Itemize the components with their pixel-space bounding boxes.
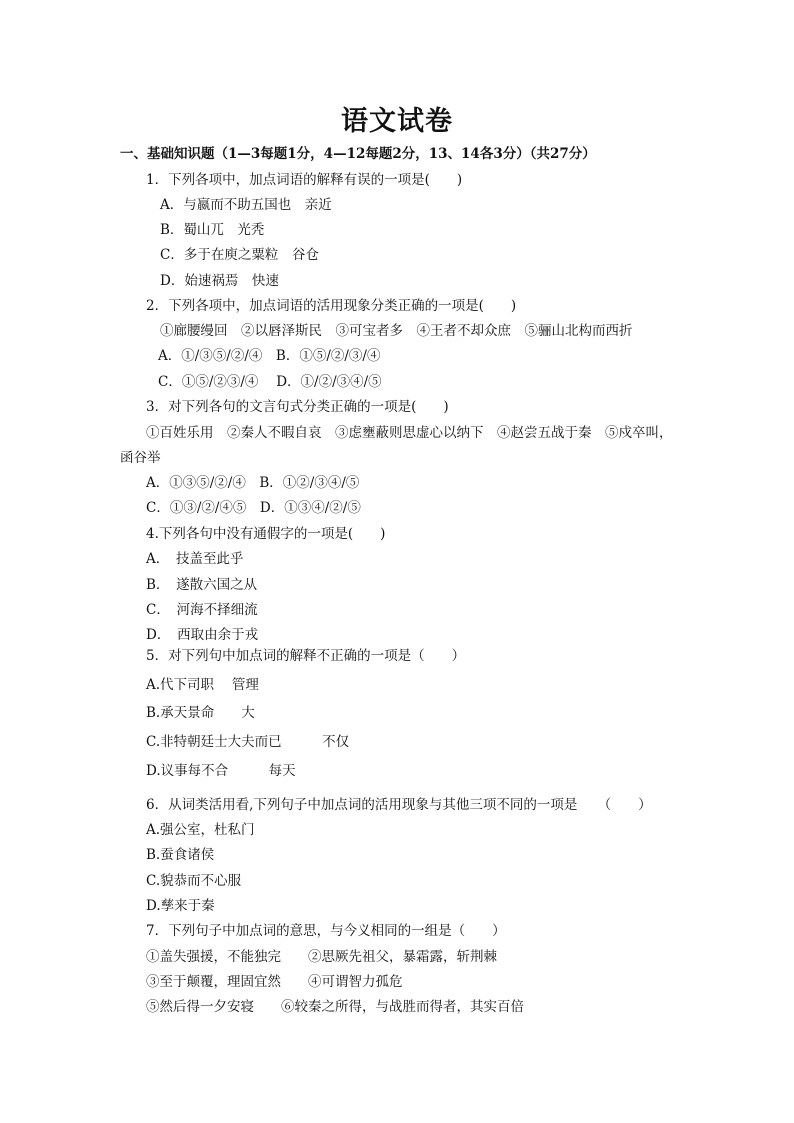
question-5-stem: 5．对下列句中加点词的解释不正确的一项是（ ） — [146, 648, 466, 664]
question-6-option-a: A.强公室，杜私门 — [146, 822, 255, 838]
question-5-option-c: C.非特朝廷士大夫而已 不仅 — [146, 734, 350, 750]
question-1-option-c: C．多于在庾之粟粒 谷仓 — [160, 247, 319, 263]
question-6-stem: 6．从词类活用看,下列句子中加点词的活用现象与其他三项不同的一项是 （ ） — [146, 797, 652, 813]
question-6-option-c: C.貌恭而不心服 — [146, 873, 242, 889]
question-1-option-d: D．始速祸焉 快速 — [160, 273, 279, 289]
section-heading: 一、基础知识题（1—3每题1分，4—12每题2分，13、14各3分）（共27分） — [120, 146, 596, 162]
question-3-options-row2: C．①③/②/④⑤ D．①③④/②/⑤ — [146, 500, 361, 516]
question-7-stem: 7．下列句子中加点词的意思，与今义相同的一组是（ ） — [146, 923, 506, 939]
question-1-option-b: B．蜀山兀 光秃 — [160, 222, 265, 238]
question-2-stem: 2．下列各项中，加点词语的活用现象分类正确的一项是( ) — [146, 298, 517, 314]
question-1-option-a: A．与嬴而不助五国也 亲近 — [160, 197, 332, 213]
question-1-stem: 1．下列各项中，加点词语的解释有误的一项是( ) — [146, 172, 463, 188]
question-7-line-1: ①盖失强援，不能独完 ②思厥先祖父，暴霜露，斩荆棘 — [146, 949, 497, 965]
question-4-option-c: C． 河海不择细流 — [146, 602, 258, 618]
question-4-option-b: B． 遂散六国之从 — [146, 577, 258, 593]
question-4-option-d: D． 西取由余于戎 — [146, 627, 259, 643]
question-3-items-line2: 函谷举 — [120, 450, 161, 466]
question-5-option-a: A.代下司职 管理 — [146, 677, 259, 693]
question-7-line-2: ③至于颠覆，理固宜然 ④可谓智力孤危 — [146, 974, 403, 990]
page-title: 语文试卷 — [341, 106, 453, 137]
question-2-options-row2: C．①⑤/②③/④ D．①/②/③④/⑤ — [158, 374, 382, 390]
question-3-options-row1: A．①③⑤/②/④ B．①②/③④/⑤ — [146, 475, 360, 491]
question-3-items-line1: ①百姓乐用 ②秦人不暇自哀 ③虑壅蔽则思虚心以纳下 ④赵尝五战于秦 ⑤戍卒叫， — [146, 425, 673, 441]
question-5-option-d: D.议事每不合 每天 — [146, 763, 296, 779]
question-6-option-d: D.孳来于秦 — [146, 898, 215, 914]
question-2-options-row1: A．①/③⑤/②/④ B．①⑤/②/③/④ — [158, 348, 381, 364]
question-4-option-a: A． 技盖至此乎 — [146, 551, 244, 567]
question-4-stem: 4.下列各句中没有通假字的一项是( ) — [146, 526, 386, 542]
question-5-option-b: B.承天景命 大 — [146, 705, 255, 721]
question-7-line-3: ⑤然后得一夕安寝 ⑥较秦之所得，与战胜而得者，其实百倍 — [146, 999, 524, 1015]
question-6-option-b: B.蚕食诸侯 — [146, 847, 215, 863]
question-2-items: ①廊腰缦回 ②以唇泽斯民 ③可宝者多 ④王者不却众庶 ⑤骊山北构而西折 — [160, 323, 633, 339]
question-3-stem: 3．对下列各句的文言句式分类正确的一项是( ) — [146, 399, 449, 415]
